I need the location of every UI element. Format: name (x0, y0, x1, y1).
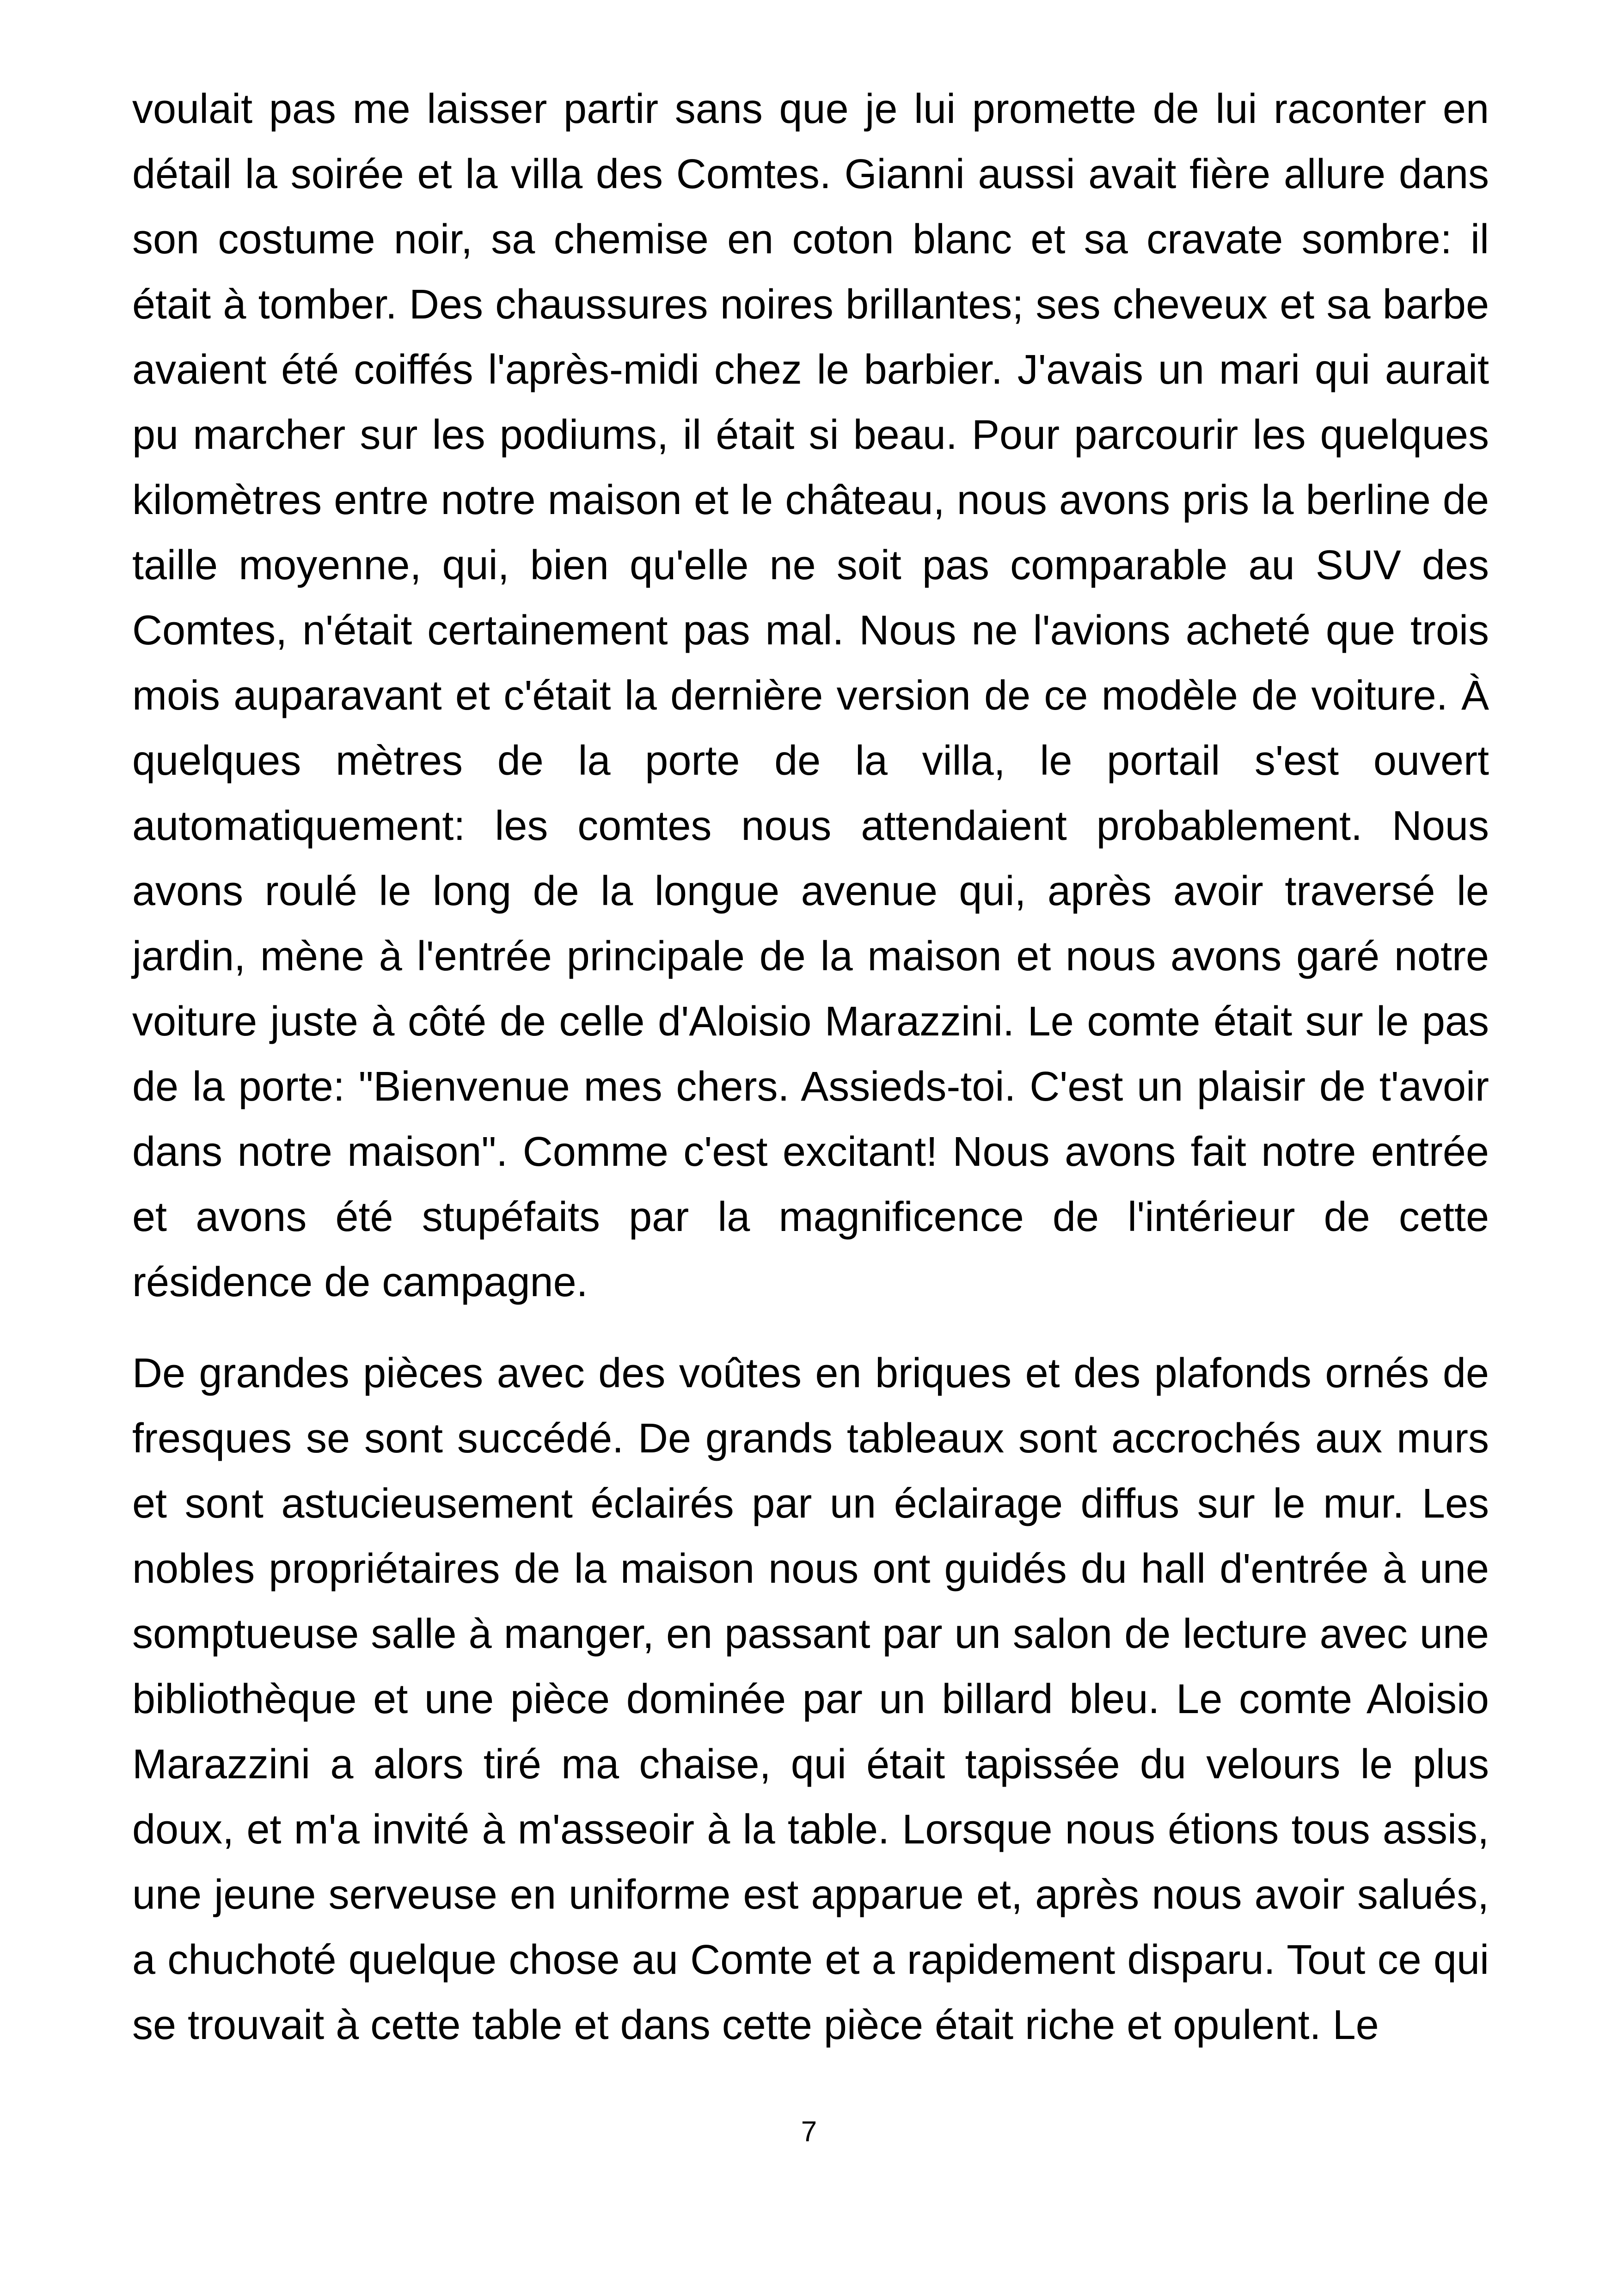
paragraph-1: voulait pas me laisser partir sans que je lui promette de lui raconter en détail la soirée et la villa des Comtes. Gianni aussi avait fière allure dans son costume noir, sa chemise en coton blanc et sa cravate sombre: il était à tomber. Des chaussures noires brillantes; ses cheveux et sa barbe avaient été coiffés l'après-midi chez le barbier. J'avais un mari qui aurait pu marcher sur les podiums, il était si beau. Pour parcourir les quelques kilomètres entre notre maison et le château, nous avons pris la berline de taille moyenne, qui, bien qu'elle ne soit pas comparable au SUV des Comtes, n'était certainement pas mal. Nous ne l'avions acheté que trois mois auparavant et c'était la dernière version de ce modèle de voiture. À quelques mètres de la porte de la villa, le portail s'est ouvert automatiquement: les comtes nous attendaient probablement. Nous avons roulé le long de la longue avenue qui, après avoir traversé le jardin, mène à l'entrée principale de la maison et nous avons garé notre voiture juste à côté de celle d'Aloisio Marazzini. Le comte était sur le pas de la porte: "Bienvenue mes chers. Assieds-toi. C'est un plaisir de t'avoir dans notre maison". Comme c'est excitant! Nous avons fait notre entrée et avons été stupéfaits par la magnificence de l'intérieur de cette résidence de campagne. (132, 86, 1489, 1305)
paragraph-2: De grandes pièces avec des voûtes en briques et des plafonds ornés de fresques se sont succédé. De grands tableaux sont accrochés aux murs et sont astucieusement éclairés par un éclairage diffus sur le mur. Les nobles propriétaires de la maison nous ont guidés du hall d'entrée à une somptueuse salle à manger, en passant par un salon de lecture avec une bibliothèque et une pièce dominée par un billard bleu. Le comte Aloisio Marazzini a alors tiré ma chaise, qui était tapissée du velours le plus doux, et m'a invité à m'asseoir à la table. Lorsque nous étions tous assis, une jeune serveuse en uniforme est apparue et, après nous avoir salués, a chuchoté quelque chose au Comte et a rapidement disparu. Tout ce qui se trouvait à cette table et dans cette pièce était riche et opulent. Le (132, 1350, 1489, 2048)
page-number: 7 (801, 2116, 817, 2148)
body-text (132, 77, 1489, 2058)
